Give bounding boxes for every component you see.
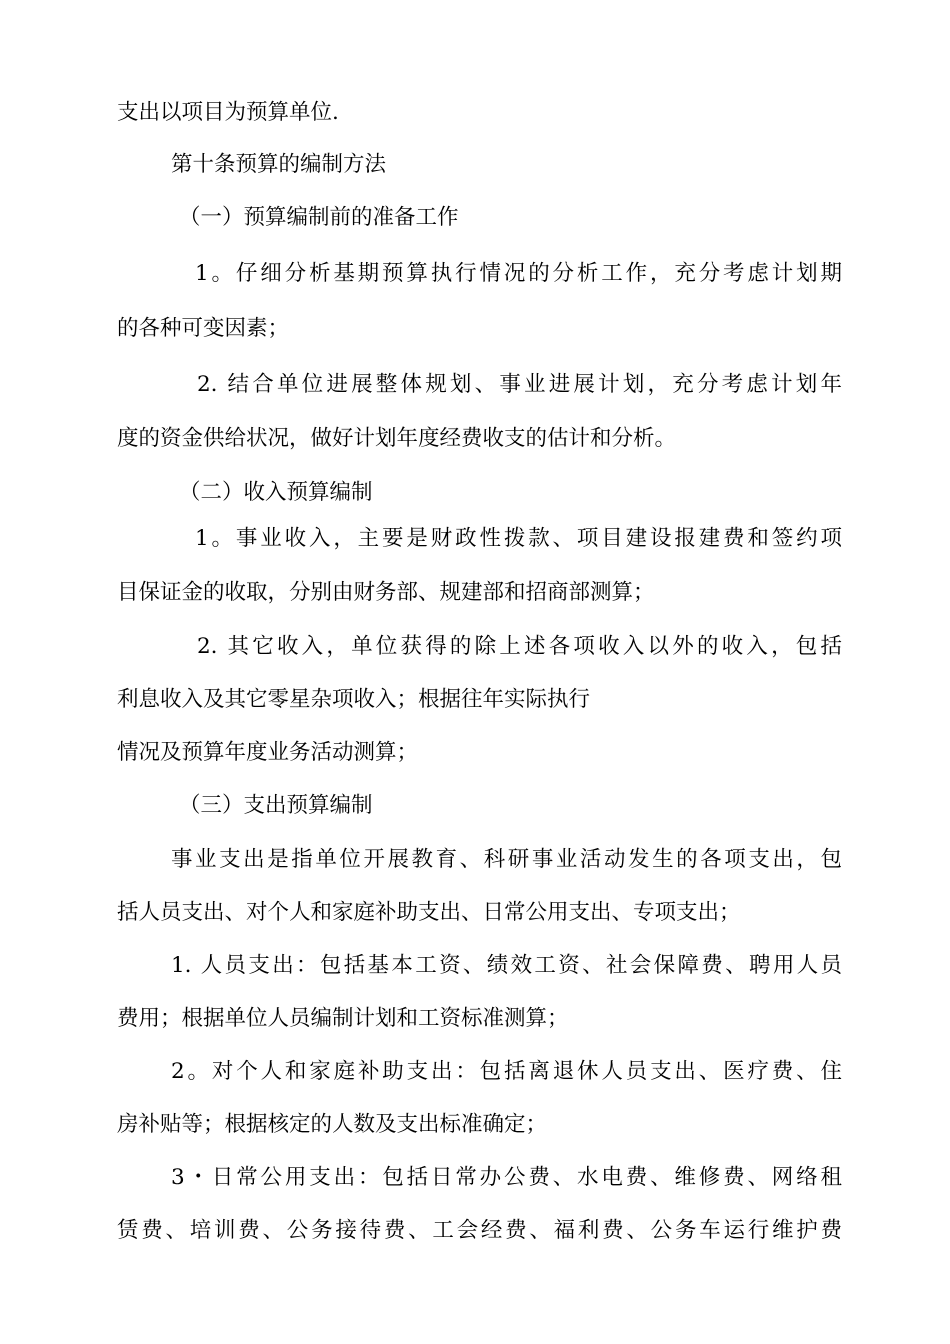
- paragraph-line: 房补贴等；根据核定的人数及支出标准确定；: [117, 1112, 548, 1137]
- paragraph-line: 情况及预算年度业务活动测算；: [117, 740, 419, 765]
- paragraph-line: 2. 结合单位进展整体规划、事业进展计划，充分考虑计划年: [197, 372, 842, 397]
- paragraph-line: 1. 人员支出：包括基本工资、绩效工资、社会保障费、聘用人员: [171, 953, 842, 978]
- paragraph-line: 1。事业收入，主要是财政性拨款、项目建设报建费和签约项: [195, 526, 842, 551]
- paragraph-line: 费用；根据单位人员编制计划和工资标准测算；: [117, 1006, 569, 1031]
- paragraph-line: 2。对个人和家庭补助支出：包括离退休人员支出、医疗费、住: [171, 1059, 842, 1084]
- section-heading: （三）支出预算编制: [179, 793, 373, 818]
- paragraph-line: 括人员支出、对个人和家庭补助支出、日常公用支出、专项支出；: [117, 900, 741, 925]
- paragraph-line: 赁费、培训费、公务接待费、工会经费、福利费、公务车运行维护费: [117, 1218, 842, 1243]
- paragraph-line: 目保证金的收取，分别由财务部、规建部和招商部测算；: [117, 580, 655, 605]
- section-heading: （一）预算编制前的准备工作: [179, 205, 459, 230]
- paragraph-line: 利息收入及其它零星杂项收入；根据往年实际执行: [117, 687, 591, 712]
- paragraph-line: 3・日常公用支出：包括日常办公费、水电费、维修费、网络租: [171, 1165, 842, 1190]
- paragraph-line: 的各种可变因素；: [117, 316, 290, 341]
- section-heading: （二）收入预算编制: [179, 480, 373, 505]
- paragraph-line: 支出以项目为预算单位.: [117, 100, 339, 125]
- article-heading: 第十条预算的编制方法: [171, 152, 387, 177]
- paragraph-line: 1。仔细分析基期预算执行情况的分析工作，充分考虑计划期: [195, 261, 842, 286]
- paragraph-line: 度的资金供给状况，做好计划年度经费收支的估计和分析。: [117, 426, 677, 451]
- paragraph-line: 2. 其它收入，单位获得的除上述各项收入以外的收入，包括: [197, 634, 842, 659]
- paragraph-line: 事业支出是指单位开展教育、科研事业活动发生的各项支出，包: [171, 847, 842, 872]
